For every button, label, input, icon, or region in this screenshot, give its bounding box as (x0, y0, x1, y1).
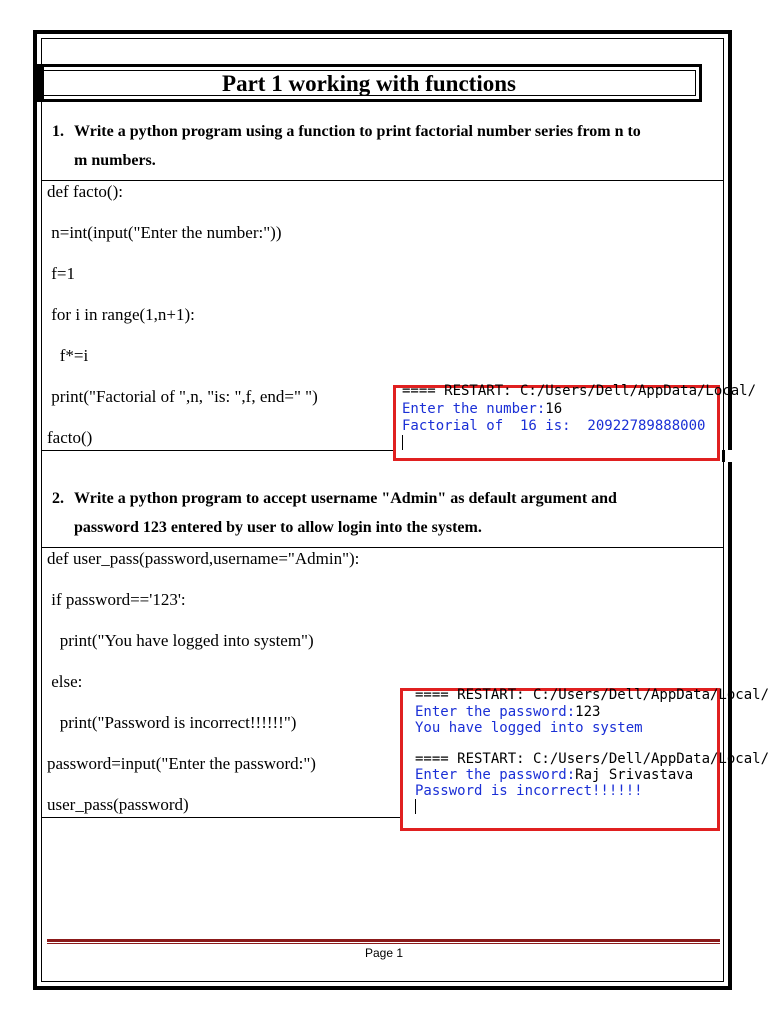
question-2 (52, 484, 722, 542)
footer-rule-thin (47, 943, 720, 944)
question-2-line-1: Write a python program to accept username "Admin" as default argument and (74, 490, 617, 507)
code-1-line: for i in range(1,n+1): (47, 305, 195, 324)
question-1 (52, 117, 722, 175)
code-1-line: facto() (47, 428, 93, 447)
code-2-line: def user_pass(password,username="Admin"): (47, 549, 360, 568)
console-1-header: ==== RESTART: C:/Users/Dell/AppData/Local/ (402, 383, 757, 399)
rule-q2-bottom (41, 817, 401, 818)
console-2-header-2: ==== RESTART: C:/Users/Dell/AppData/Local/ (415, 751, 769, 767)
code-1-line: n=int(input("Enter the number:")) (47, 223, 282, 242)
console-2-line-4: Password is incorrect!!!!!! (415, 783, 643, 799)
console-output-2 (400, 687, 769, 831)
title-box (36, 64, 702, 102)
code-2-line: print("You have logged into system") (47, 631, 314, 650)
code-2-line: print("Password is incorrect!!!!!!") (47, 713, 297, 732)
text-cursor (415, 799, 416, 814)
code-2-line: if password=='123': (47, 590, 186, 609)
console-1-line-2: Factorial of 16 is: 20922789888000 (402, 418, 706, 434)
console-1-edge (722, 450, 739, 462)
code-1-line: def facto(): (47, 182, 123, 201)
code-1-line: f=1 (47, 264, 75, 283)
code-2-line: user_pass(password) (47, 795, 189, 814)
console-2-header-1: ==== RESTART: C:/Users/Dell/AppData/Local/ (415, 687, 769, 703)
console-1-line-1: Enter the number:16 (402, 401, 563, 417)
title-shadow (36, 64, 44, 102)
code-1-line: f*=i (47, 346, 89, 365)
rule-q1-bottom (41, 450, 393, 451)
rule-q1-top (41, 180, 724, 181)
console-2-line-1: Enter the password:123 (415, 704, 601, 720)
code-1-line: print("Factorial of ",n, "is: ",f, end=" ") (47, 387, 318, 406)
question-1-number: 1. (52, 123, 64, 140)
question-1-line-1: Write a python program using a function to print factorial number series from n to (74, 123, 641, 140)
console-output-1 (393, 383, 757, 461)
question-2-line-2: password 123 entered by user to allow login into the system. (74, 519, 482, 536)
footer-rule-thick (47, 939, 720, 942)
code-2-line: password=input("Enter the password:") (47, 754, 316, 773)
console-2-line-2: You have logged into system (415, 720, 643, 736)
text-cursor (402, 435, 403, 450)
question-1-line-2: m numbers. (74, 152, 156, 169)
console-2-line-3: Enter the password:Raj Srivastava (415, 767, 694, 783)
question-2-number: 2. (52, 490, 64, 507)
page-number: Page 1 (364, 946, 404, 960)
code-2-line: else: (47, 672, 83, 691)
rule-q2-top (41, 547, 724, 548)
page-title: Part 1 working with functions (222, 71, 516, 96)
